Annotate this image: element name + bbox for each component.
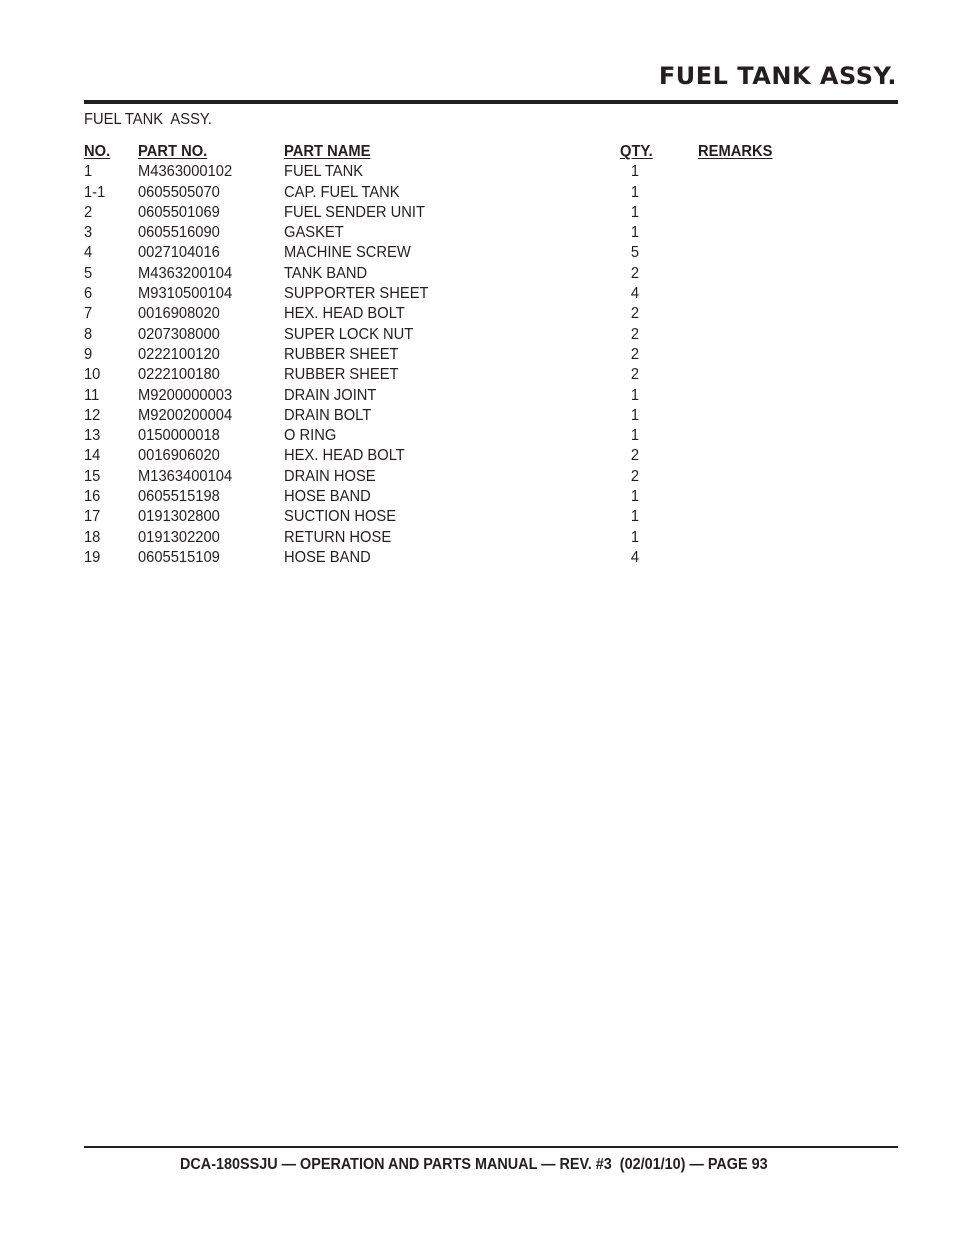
cell-qty: 4 (630, 285, 640, 303)
footer-text: DCA-180SSJU — OPERATION AND PARTS MANUAL — REV. #3 (02/01/10) — PAGE 93 (180, 1156, 768, 1173)
section-label: FUEL TANK ASSY. (84, 111, 212, 128)
table-row (84, 446, 804, 466)
cell-part-no: 0207308000 (138, 325, 220, 343)
table-row (84, 487, 804, 507)
cell-qty: 1 (630, 528, 640, 546)
table-row (84, 264, 804, 284)
cell-part-no: 0191302800 (138, 508, 220, 526)
cell-part-name: FUEL SENDER UNIT (284, 203, 425, 221)
table-body (84, 162, 804, 568)
cell-part-no: M4363200104 (138, 264, 233, 282)
cell-part-name: RUBBER SHEET (284, 366, 399, 384)
cell-part-name: SUCTION HOSE (284, 508, 397, 526)
header-divider (84, 100, 898, 104)
cell-qty: 2 (630, 366, 640, 384)
table-row (84, 183, 804, 203)
cell-no: 17 (84, 508, 101, 526)
column-header-part-name: PART NAME (284, 143, 371, 160)
cell-no: 11 (84, 386, 100, 404)
table-row (84, 365, 804, 385)
cell-no: 12 (84, 406, 101, 424)
cell-qty: 1 (630, 427, 640, 445)
cell-no: 16 (84, 488, 101, 506)
cell-part-name: DRAIN BOLT (284, 406, 372, 424)
cell-part-no: 0027104016 (138, 244, 220, 262)
cell-part-no: M9200200004 (138, 406, 233, 424)
cell-part-no: M1363400104 (138, 467, 233, 485)
column-header-qty: QTY. (620, 143, 653, 160)
cell-no: 13 (84, 427, 101, 445)
table-row (84, 467, 804, 487)
cell-part-name: HOSE BAND (284, 488, 371, 506)
table-row (84, 345, 804, 365)
table-row (84, 223, 804, 243)
cell-part-name: CAP. FUEL TANK (284, 183, 400, 201)
table-row (84, 162, 804, 182)
cell-qty: 1 (630, 406, 640, 424)
cell-part-no: M9200000003 (138, 386, 233, 404)
cell-qty: 4 (630, 548, 640, 566)
cell-part-no: 0605515198 (138, 488, 220, 506)
cell-no: 6 (84, 285, 93, 303)
cell-part-no: 0016906020 (138, 447, 220, 465)
cell-qty: 1 (630, 508, 640, 526)
cell-part-name: FUEL TANK (284, 163, 364, 181)
cell-qty: 2 (630, 305, 640, 323)
cell-qty: 2 (630, 325, 640, 343)
table-row (84, 426, 804, 446)
cell-no: 5 (84, 264, 93, 282)
cell-qty: 1 (630, 488, 640, 506)
cell-qty: 1 (630, 386, 640, 404)
cell-no: 19 (84, 548, 101, 566)
cell-no: 3 (84, 224, 93, 242)
cell-no: 18 (84, 528, 101, 546)
parts-table (84, 142, 804, 568)
cell-part-no: 0605505070 (138, 183, 220, 201)
cell-no: 4 (84, 244, 93, 262)
cell-part-name: TANK BAND (284, 264, 368, 282)
cell-no: 7 (84, 305, 93, 323)
cell-part-no: 0605516090 (138, 224, 220, 242)
table-row (84, 243, 804, 263)
cell-qty: 1 (630, 224, 640, 242)
table-row (84, 304, 804, 324)
cell-part-name: DRAIN HOSE (284, 467, 376, 485)
cell-no: 10 (84, 366, 101, 384)
cell-part-no: 0605501069 (138, 203, 220, 221)
cell-part-no: 0150000018 (138, 427, 220, 445)
footer-divider (84, 1146, 898, 1148)
table-header-row (84, 142, 804, 162)
page-title: FUEL TANK ASSY. (658, 62, 897, 90)
column-header-part-no: PART NO. (138, 143, 208, 160)
table-row (84, 548, 804, 568)
cell-no: 9 (84, 345, 93, 363)
cell-qty: 1 (630, 163, 640, 181)
table-row (84, 406, 804, 426)
cell-part-name: SUPPORTER SHEET (284, 285, 429, 303)
table-row (84, 507, 804, 527)
cell-part-no: 0016908020 (138, 305, 220, 323)
cell-part-name: HOSE BAND (284, 548, 371, 566)
cell-no: 2 (84, 203, 93, 221)
cell-part-no: 0222100120 (138, 345, 220, 363)
cell-qty: 1 (630, 183, 640, 201)
table-row (84, 284, 804, 304)
cell-part-name: HEX. HEAD BOLT (284, 305, 405, 323)
cell-part-name: O RING (284, 427, 337, 445)
cell-part-no: 0191302200 (138, 528, 220, 546)
table-row (84, 203, 804, 223)
cell-part-name: RETURN HOSE (284, 528, 392, 546)
cell-qty: 2 (630, 345, 640, 363)
cell-no: 14 (84, 447, 101, 465)
table-row (84, 386, 804, 406)
cell-part-name: HEX. HEAD BOLT (284, 447, 405, 465)
column-header-no: NO. (84, 143, 111, 160)
cell-part-name: MACHINE SCREW (284, 244, 411, 262)
cell-part-name: GASKET (284, 224, 344, 242)
cell-part-no: 0605515109 (138, 548, 220, 566)
cell-part-no: M9310500104 (138, 285, 233, 303)
cell-part-name: RUBBER SHEET (284, 345, 399, 363)
cell-no: 8 (84, 325, 93, 343)
cell-qty: 2 (630, 467, 640, 485)
table-row (84, 325, 804, 345)
cell-part-name: DRAIN JOINT (284, 386, 377, 404)
cell-no: 15 (84, 467, 101, 485)
cell-part-no: 0222100180 (138, 366, 220, 384)
cell-no: 1-1 (84, 183, 106, 201)
cell-qty: 2 (630, 447, 640, 465)
cell-qty: 5 (630, 244, 640, 262)
cell-qty: 1 (630, 203, 640, 221)
cell-part-no: M4363000102 (138, 163, 233, 181)
cell-no: 1 (84, 163, 93, 181)
cell-qty: 2 (630, 264, 640, 282)
cell-part-name: SUPER LOCK NUT (284, 325, 414, 343)
column-header-remarks: REMARKS (698, 143, 773, 160)
table-row (84, 528, 804, 548)
